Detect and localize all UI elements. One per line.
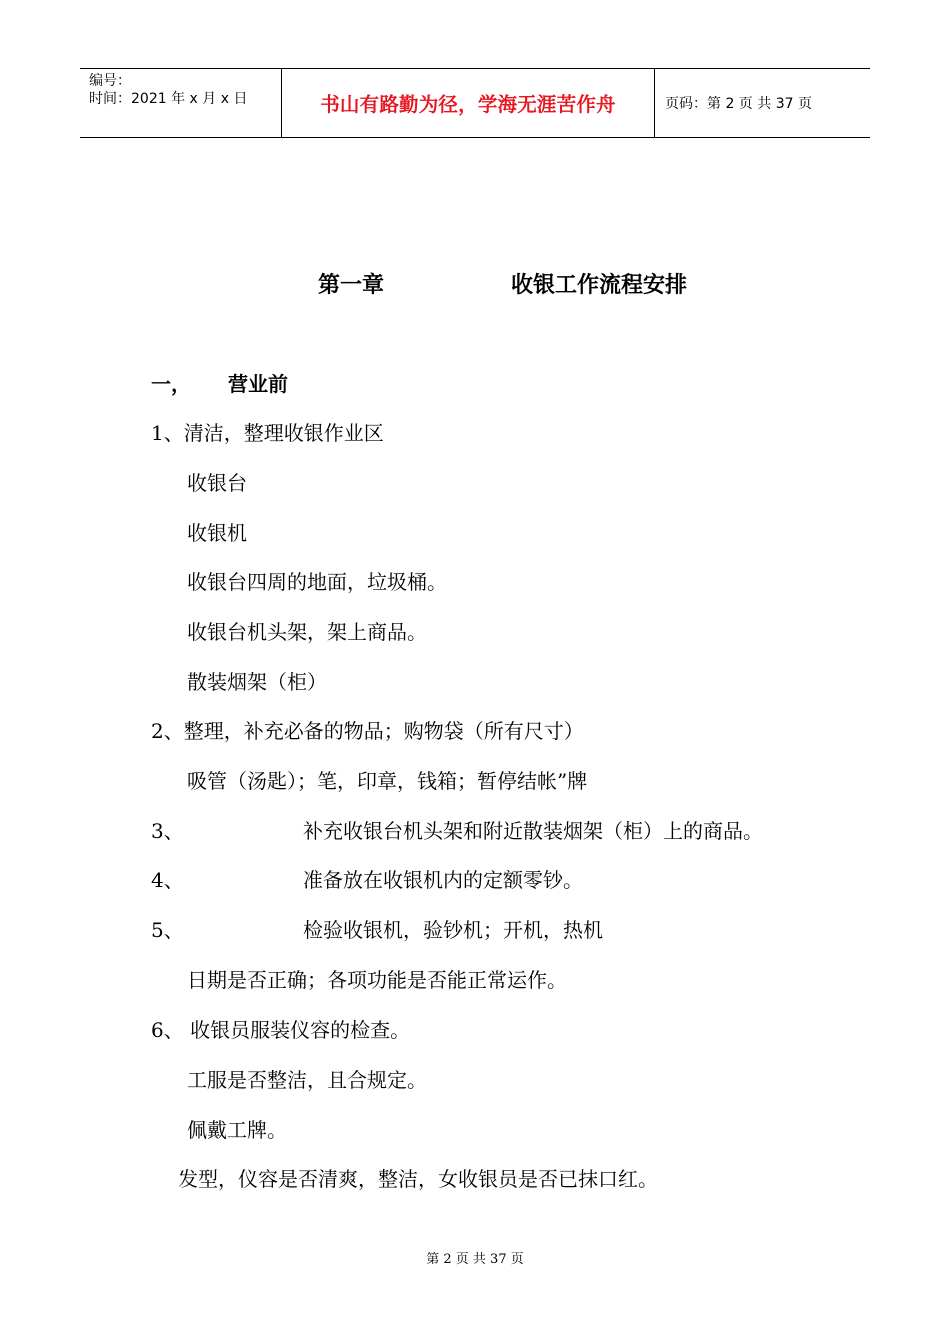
list-item-number: 4、 — [151, 868, 184, 892]
header-motto: 书山有路勤为径，学海无涯苦作舟 — [282, 69, 655, 137]
list-item: 日期是否正确；各项功能是否能正常运作。 — [187, 968, 567, 992]
header-meta-cell — [80, 69, 282, 137]
chapter-number: 第一章 — [318, 273, 385, 298]
list-item: 收银台 — [187, 471, 247, 495]
document-header — [80, 68, 870, 138]
list-item: 2、整理，补充必备的物品；购物袋（所有尺寸） — [151, 719, 584, 743]
list-item: 6、 收银员服装仪容的检查。 — [151, 1018, 411, 1042]
section-title: 营业前 — [228, 372, 288, 396]
list-item-number: 3、 — [151, 819, 184, 843]
list-item: 检验收银机，验钞机；开机，热机 — [303, 918, 603, 942]
list-item: 1、清洁，整理收银作业区 — [151, 421, 384, 445]
list-item: 收银机 — [187, 521, 247, 545]
list-item: 散装烟架（柜） — [187, 670, 327, 694]
section-number: 一， — [151, 372, 191, 396]
list-item: 发型，仪容是否清爽，整洁，女收银员是否已抹口红。 — [178, 1167, 658, 1191]
list-item: 佩戴工牌。 — [187, 1118, 287, 1142]
list-item-number: 5、 — [151, 918, 184, 942]
list-item: 准备放在收银机内的定额零钞。 — [303, 868, 583, 892]
time-label: 时间：2021 年 x 月 x 日 — [89, 91, 248, 107]
number-label: 编号： — [89, 73, 131, 89]
chapter-title: 收银工作流程安排 — [511, 273, 688, 298]
header-page-info: 页码：第 2 页 共 37 页 — [665, 96, 812, 112]
list-item: 工服是否整洁，且合规定。 — [187, 1068, 427, 1092]
list-item: 补充收银台机头架和附近散装烟架（柜）上的商品。 — [303, 819, 763, 843]
page-footer: 第 2 页 共 37 页 — [426, 1252, 524, 1267]
list-item: 收银台四周的地面，垃圾桶。 — [187, 570, 447, 594]
list-item: 收银台机头架，架上商品。 — [187, 620, 427, 644]
list-item: 吸管（汤匙）；笔，印章，钱箱；暂停结帐”牌 — [187, 769, 588, 793]
